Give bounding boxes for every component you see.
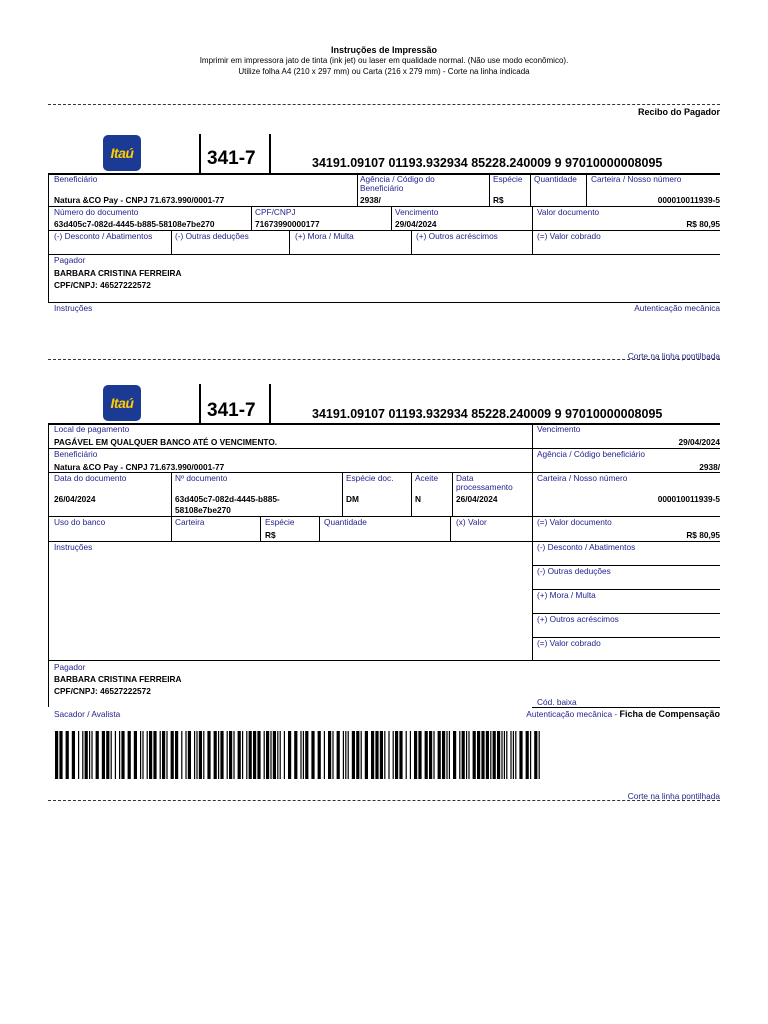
quantidade-label: Quantidade [324,517,367,527]
autenticacao-label: Autenticação mecânica - [526,709,618,719]
pagador-doc: CPF/CNPJ: 46527222572 [54,686,151,696]
pagador-label: Pagador [54,662,86,672]
pagador-doc: CPF/CNPJ: 46527222572 [54,280,151,290]
no-doc-label: Nº documento [175,473,228,483]
print-instructions-title: Instruções de Impressão [330,45,438,55]
especie-label: Espécie [493,174,523,184]
local-pagamento-label: Local de pagamento [54,424,130,434]
data-proc-label: Data [456,473,474,483]
mora-label: (+) Mora / Multa [537,590,596,600]
vencimento-label: Vencimento [537,424,581,434]
quantidade-label: Quantidade [534,174,577,184]
valor-cobrado-label: (=) Valor cobrado [537,231,601,241]
desconto-label: (-) Desconto / Abatimentos [537,542,636,552]
outros-acrescimos-label: (+) Outros acréscimos [537,614,619,624]
data-doc-value: 26/04/2024 [54,494,96,504]
itau-logo: Itaú [103,385,141,421]
vencimento-value: 29/04/2024 [678,437,720,447]
agencia-value: 2938/ [360,195,381,205]
mora-label: (+) Mora / Multa [295,231,354,241]
uso-banco-label: Uso do banco [54,517,106,527]
aceite-value: N [415,494,421,504]
receipt-title: Recibo do Pagador [637,107,720,117]
cut-line [48,800,720,801]
ficha-compensacao [526,709,720,719]
cut-label: Corte na linha pontilhada [627,351,720,361]
beneficiario-label: Beneficiário [54,449,98,459]
outros-acrescimos-label: (+) Outros acréscimos [416,231,498,241]
digitable-line: 34191.09107 01193.932934 85228.240009 9 97010000008095 [312,156,663,170]
local-pagamento-value: PAGÁVEL EM QUALQUER BANCO ATÉ O VENCIMENTO. [54,437,278,447]
pagador-name: BARBARA CRISTINA FERREIRA [54,268,182,278]
valor-doc-label: Valor documento [537,207,600,217]
sacador-label: Sacador / Avalista [54,709,121,719]
beneficiario-value: Natura &CO Pay - CNPJ 71.673.990/0001-77 [54,462,225,472]
especie-doc-label: Espécie doc. [346,473,394,483]
especie-doc-value: DM [346,494,359,504]
bank-code: 341-7 [207,400,256,421]
carteira-value: 000010011939-5 [657,195,720,205]
digitable-line: 34191.09107 01193.932934 85228.240009 9 97010000008095 [312,407,663,421]
pagador-name: BARBARA CRISTINA FERREIRA [54,674,182,684]
agencia-label: Agência / Código beneficiário [537,449,645,459]
data-doc-label: Data do documento [54,473,127,483]
cut-line [48,104,720,105]
outras-deducoes-label: (-) Outras deduções [175,231,249,241]
data-proc-value: 26/04/2024 [456,494,498,504]
valor-doc-value: R$ 80,95 [686,219,720,229]
data-proc-label-2: processamento [456,482,513,492]
num-doc-value: 63d405c7-082d-4445-b885-58108e7be270 [54,219,215,229]
agencia-value: 2938/ [699,462,720,472]
carteira-label: Carteira / Nosso número [537,473,628,483]
cpf-cnpj-value: 71673990000177 [255,219,320,229]
barcode [55,731,545,781]
outras-deducoes-label: (-) Outras deduções [537,566,611,576]
especie-value: R$ [493,195,504,205]
itau-logo: Itaú [103,135,141,171]
bank-code: 341-7 [207,148,256,169]
valor-cobrado-label: (=) Valor cobrado [537,638,601,648]
instrucoes-label: Instruções [54,542,93,552]
carteira-label: Carteira / Nosso número [591,174,682,184]
cpf-cnpj-label: CPF/CNPJ [255,207,296,217]
num-doc-label: Número do documento [54,207,139,217]
no-doc-value-2: 58108e7be270 [175,505,231,515]
vencimento-value: 29/04/2024 [395,219,437,229]
autenticacao-label: Autenticação mecânica [634,303,720,313]
agencia-label: Agência / Código do [360,174,435,184]
x-valor-label: (x) Valor [456,517,487,527]
carteira-value: 000010011939-5 [657,494,720,504]
beneficiario-value: Natura &CO Pay - CNPJ 71.673.990/0001-77 [54,195,225,205]
agencia-label-2: Beneficiário [360,183,404,193]
carteira2-label: Carteira [175,517,205,527]
no-doc-value: 63d405c7-082d-4445-b885- [175,494,280,504]
print-instructions-line1: Imprimir em impressora jato de tinta (ink jet) ou laser em qualidade normal. (Não use modo econômico). [199,56,569,65]
vencimento-label: Vencimento [395,207,439,217]
beneficiario-label: Beneficiário [54,174,98,184]
especie-value: R$ [265,530,276,540]
desconto-label: (-) Desconto / Abatimentos [54,231,153,241]
instrucoes-label: Instruções [54,303,93,313]
valor-doc-label: (=) Valor documento [537,517,612,527]
print-instructions-line2: Utilize folha A4 (210 x 297 mm) ou Carta (216 x 279 mm) - Corte na linha indicada [238,67,530,76]
aceite-label: Aceite [415,473,439,483]
pagador-label: Pagador [54,255,86,265]
cut-line [48,359,720,360]
cut-label: Corte na linha pontilhada [627,791,720,801]
especie-label: Espécie [265,517,295,527]
valor-doc-value: R$ 80,95 [686,530,720,540]
ficha-label: Ficha de Compensação [619,709,720,719]
cod-baixa-label: Cód. baixa [537,697,577,707]
